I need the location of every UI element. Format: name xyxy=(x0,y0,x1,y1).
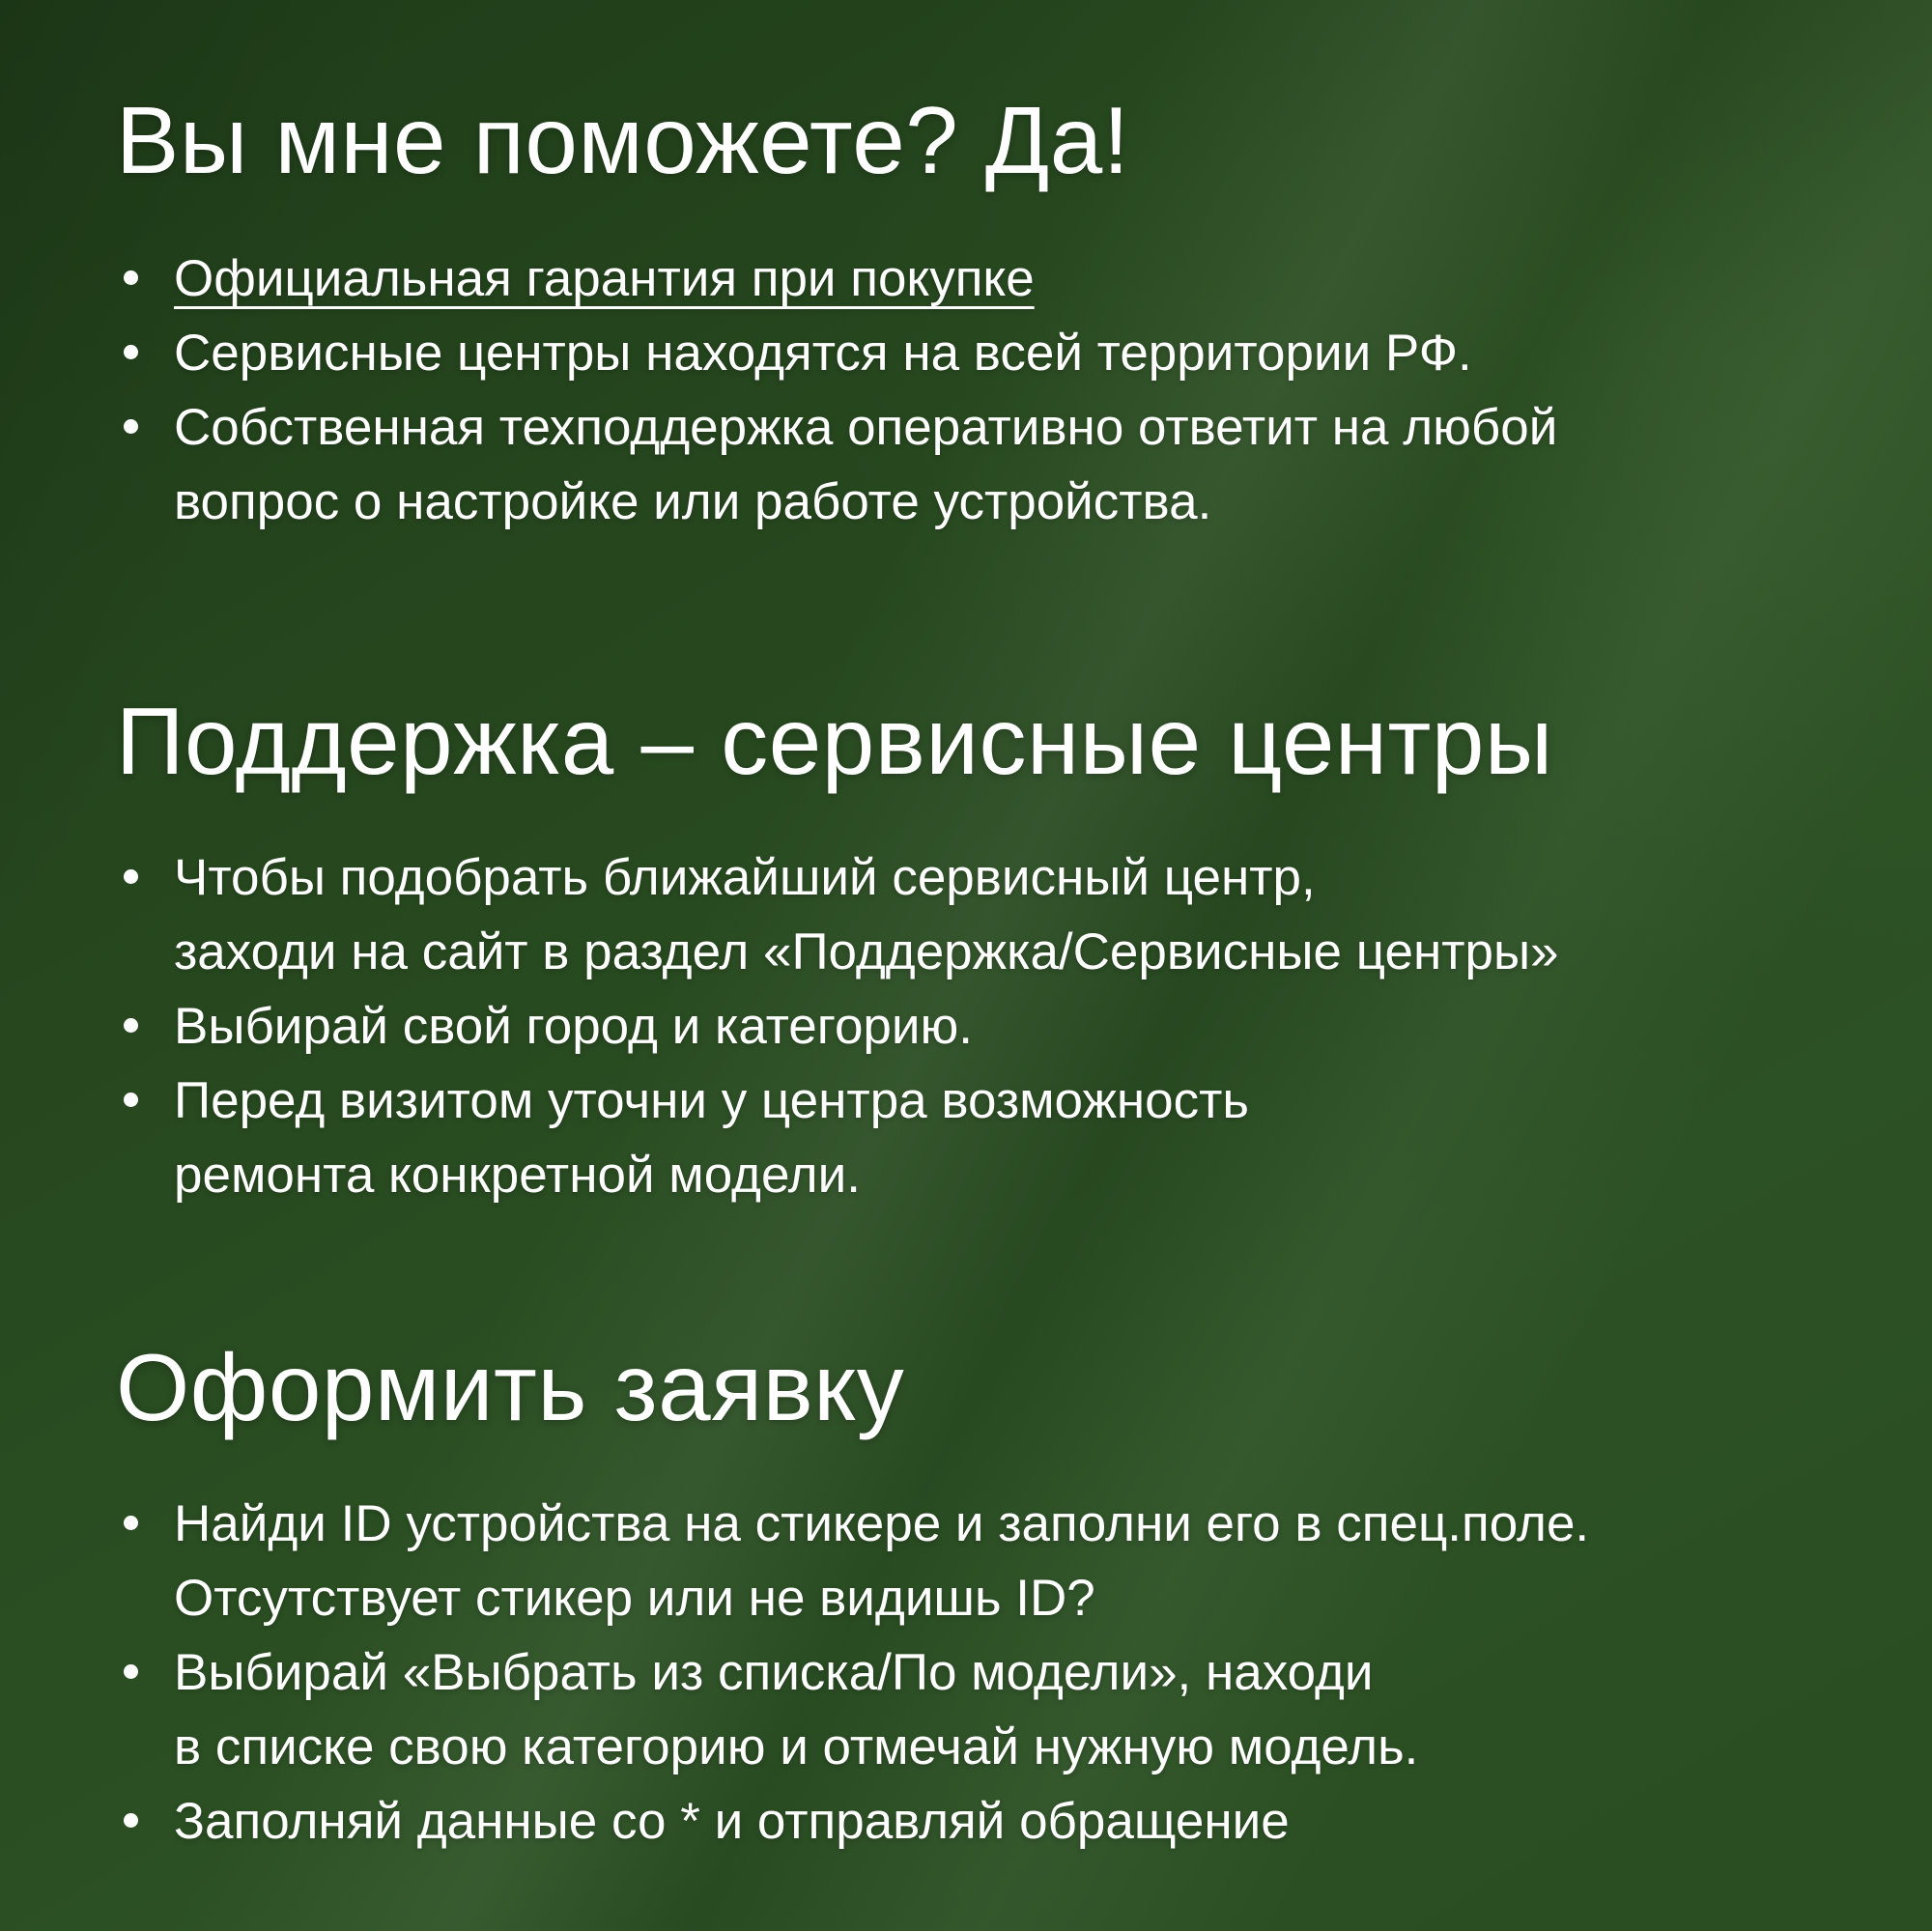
bullet-text: Отсутствует стикер или не видишь ID? xyxy=(174,1570,1095,1627)
bullet-text: Заполняй данные со * и отправляй обращение xyxy=(174,1793,1290,1850)
bullet-dot-icon xyxy=(124,1664,138,1679)
bullet-text: Перед визитом уточни у центра возможность xyxy=(174,1072,1250,1129)
list-item xyxy=(116,1635,1855,1784)
section-title: Поддержка – сервисные центры xyxy=(116,688,1553,794)
section-title: Оформить заявку xyxy=(116,1334,905,1440)
bullet-dot-icon xyxy=(124,1516,138,1530)
bullet-list xyxy=(116,840,1855,1212)
bullet-text: Выбирай свой город и категорию. xyxy=(174,998,973,1055)
section-service-centers xyxy=(116,684,1855,1212)
bullet-dot-icon xyxy=(124,270,138,285)
bullet-text: Найди ID устройства на стикере и заполни его в спец.поле. xyxy=(174,1495,1590,1552)
bullet-list xyxy=(116,1487,1855,1859)
bullet-dot-icon xyxy=(124,1093,138,1107)
list-item xyxy=(116,840,1855,989)
bullet-dot-icon xyxy=(124,1018,138,1033)
bullet-text: ремонта конкретной модели. xyxy=(174,1147,861,1204)
bullet-text: вопрос о настройке или работе устройства. xyxy=(174,473,1212,530)
bullet-text: Чтобы подобрать ближайший сервисный центр, xyxy=(174,849,1316,906)
section-help xyxy=(116,83,1855,539)
bullet-text: Собственная техподдержка оперативно ответит на любой xyxy=(174,399,1558,456)
list-item xyxy=(116,241,1855,316)
bullet-dot-icon xyxy=(124,869,138,884)
list-item xyxy=(116,1487,1855,1635)
bullet-dot-icon xyxy=(124,345,138,359)
list-item xyxy=(116,1784,1855,1859)
section-submit-request xyxy=(116,1330,1855,1859)
bullet-dot-icon xyxy=(124,419,138,434)
list-item xyxy=(116,390,1855,539)
list-item xyxy=(116,1064,1855,1212)
section-title: Вы мне поможете? Да! xyxy=(116,87,1130,193)
bullet-text: заходи на сайт в раздел «Поддержка/Сервисные центры» xyxy=(174,923,1559,980)
bullet-dot-icon xyxy=(124,1813,138,1828)
bullet-text-underlined: Официальная гарантия при покупке xyxy=(174,250,1035,307)
bullet-text: Выбирай «Выбрать из списка/По модели», находи xyxy=(174,1644,1374,1701)
bullet-text: в списке свою категорию и отмечай нужную модель. xyxy=(174,1718,1419,1775)
list-item xyxy=(116,316,1855,390)
bullet-list xyxy=(116,241,1855,539)
bullet-text: Сервисные центры находятся на всей территории РФ. xyxy=(174,325,1472,382)
list-item xyxy=(116,989,1855,1064)
